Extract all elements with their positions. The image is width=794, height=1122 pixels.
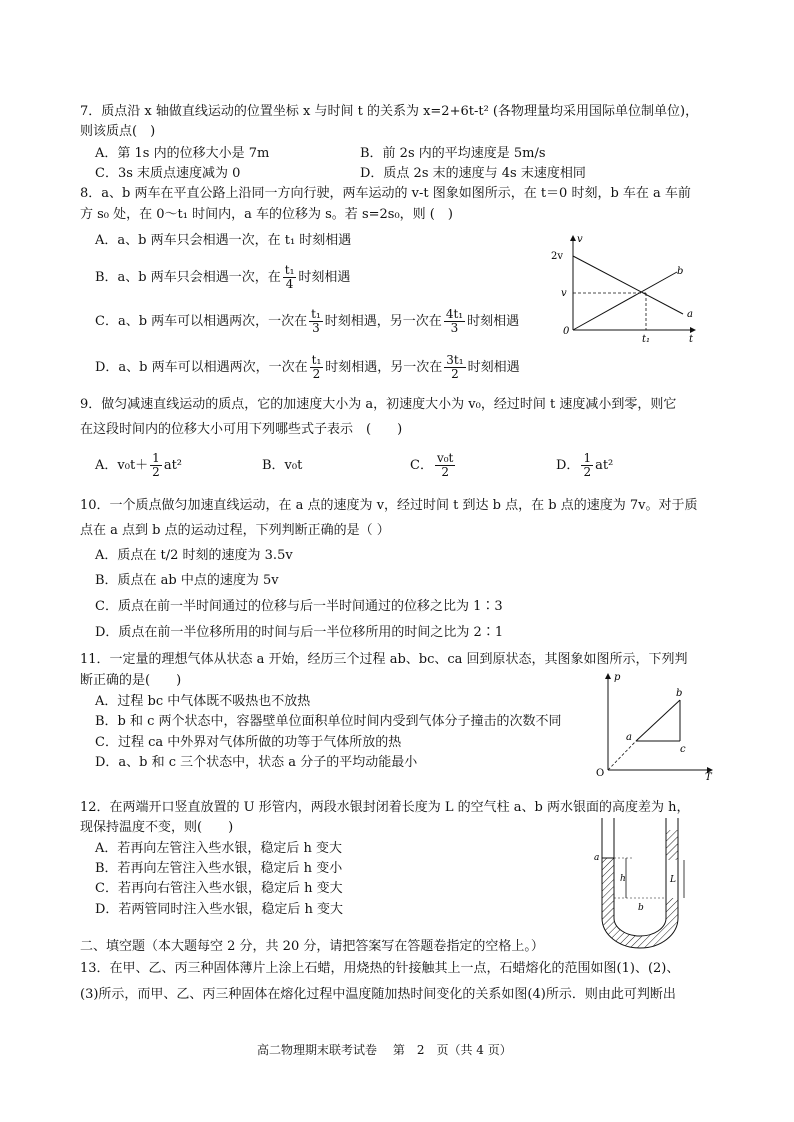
- point-a-label: a: [626, 732, 632, 743]
- q9-option-c: [410, 446, 457, 486]
- q8-stem-line2: 方 s₀ 处，在 0～t₁ 时间内，a 车的位移为 s。若 s=2s₀，则 ( ): [80, 207, 453, 222]
- q10-option-d: D．质点在前一半位移所用的时间与后一半位移所用的时间之比为 2∶1: [95, 625, 504, 640]
- q11-option-a: A．过程 bc 中气体既不吸热也不放热: [95, 694, 311, 709]
- q7-option-b: B．前 2s 内的平均速度是 5m/s: [360, 146, 546, 161]
- q9-option-d: [556, 446, 613, 486]
- q12-option-c: C．若再向右管注入些水银，稳定后 h 变大: [95, 881, 343, 896]
- q9-stem-line1: 9．做匀减速直线运动的质点，它的加速度大小为 a，初速度大小为 v₀，经过时间 t 速度减小到零，则它: [80, 397, 677, 412]
- tick-2v: 2v: [551, 251, 564, 262]
- q7-option-a: A．第 1s 内的位移大小是 7m: [95, 146, 270, 161]
- fraction: [444, 354, 465, 381]
- label-h: h: [620, 874, 626, 884]
- line-b: [573, 272, 677, 330]
- q7-stem-line2: 则该质点( ): [80, 124, 156, 139]
- numerator: v₀t: [436, 451, 454, 465]
- q7-option-d: D．质点 2s 末的速度与 4s 末速度相同: [360, 166, 586, 181]
- q11-stem-line1: 11．一定量的理想气体从状态 a 开始，经历三个过程 ab、bc、ca 回到原状态，其图象如图所示，下列判: [80, 652, 688, 667]
- section-2-heading: 二、填空题（本大题每空 2 分，共 20 分，请把答案写在答题卷指定的空格上。）: [80, 939, 544, 954]
- numerator: 4t₁: [445, 307, 464, 321]
- label-a: a: [594, 853, 600, 863]
- numerator: t₁: [284, 263, 295, 277]
- fraction: [310, 354, 324, 381]
- fraction: [435, 452, 455, 479]
- q10-stem-line2: 点在 a 点到 b 点的运动过程，下列判断正确的是（ ）: [80, 523, 390, 538]
- q13-stem-line1: 13．在甲、乙、丙三种固体薄片上涂上石蜡，用烧热的针接触其上一点，石蜡熔化的范围如图(1)、(2)、: [80, 961, 680, 976]
- q11-option-b: B．b 和 c 两个状态中，容器壁单位面积单位时间内受到气体分子撞击的次数不同: [95, 714, 562, 729]
- denominator: 3: [450, 321, 459, 335]
- q8-c-mid: 时刻相遇，另一次在: [324, 314, 442, 329]
- q10-option-a: A．质点在 t/2 时刻的速度为 3.5v: [95, 548, 293, 563]
- process-ab: [636, 700, 680, 741]
- q12-u-tube-figure: [590, 818, 690, 952]
- q8-option-d: [95, 348, 520, 388]
- numerator: t₁: [311, 353, 322, 367]
- v-axis-label: v: [577, 234, 583, 245]
- q11-option-c: C．过程 ca 中外界对气体所做的功等于气体所放的热: [95, 735, 402, 750]
- line-a-label: a: [687, 309, 693, 320]
- q12-option-b: B．若再向左管注入些水银，稳定后 h 变小: [95, 861, 343, 876]
- q7-stem-line1: 7．质点沿 x 轴做直线运动的位置坐标 x 与时间 t 的关系为 x=2+6t-t² (各物理量均采用国际单位制单位)，: [80, 104, 699, 119]
- q8-option-a: A．a、b 两车只会相遇一次，在 t₁ 时刻相遇: [95, 233, 352, 248]
- fraction: [444, 308, 465, 335]
- denominator: 2: [441, 465, 449, 479]
- q9-a-post: at²: [163, 458, 182, 473]
- q7-option-c: C．3s 末质点速度减为 0: [95, 166, 241, 181]
- q8-option-b: [95, 258, 350, 298]
- T-axis-label: T: [705, 772, 712, 782]
- q9-a-pre: A．v₀t＋: [95, 458, 149, 473]
- tick-v: v: [561, 288, 567, 299]
- q8-d-pre: D．a、b 两车可以相遇两次，一次在: [95, 360, 308, 375]
- q9-option-a: [95, 446, 182, 486]
- right-mercury-lower: [666, 898, 678, 914]
- q10-option-b: B．质点在 ab 中点的速度为 5v: [95, 573, 279, 588]
- q11-option-d: D．a、b 和 c 三个状态中，状态 a 分子的平均动能最小: [95, 755, 418, 770]
- q10-option-c: C．质点在前一半时间通过的位移与后一半时间通过的位移之比为 1∶3: [95, 599, 503, 614]
- line-a: [573, 256, 683, 314]
- numerator: t₁: [311, 307, 321, 321]
- denominator: 2: [583, 465, 592, 479]
- origin-dash: [608, 741, 636, 770]
- q10-stem-line1: 10．一个质点做匀加速直线运动，在 a 点的速度为 v，经过时间 t 到达 b 点，在 b 点的速度为 7v。对于质: [80, 498, 698, 513]
- q9-d-post: at²: [595, 458, 614, 473]
- q8-c-pre: C．a、b 两车可以相遇两次，一次在: [95, 314, 308, 329]
- line-b-label: b: [677, 266, 684, 277]
- numerator: 3t₁: [446, 353, 464, 367]
- q9-option-b: B．v₀t: [262, 458, 303, 473]
- point-b-label: b: [676, 688, 683, 699]
- q8-stem-line1: 8．a、b 两车在平直公路上沿同一方向行驶，两车运动的 v-t 图象如图所示，在 t＝0 时刻，b 车在 a 车前: [80, 186, 691, 201]
- q13-stem-line2: (3)所示，而甲、乙、丙三种固体在熔化过程中温度随加热时间变化的关系如图(4)所示．则由此可判断出: [80, 987, 676, 1002]
- denominator: 2: [312, 367, 321, 381]
- q9-c-pre: C．: [410, 458, 433, 473]
- denominator: 2: [451, 367, 459, 381]
- label-b: b: [638, 903, 644, 913]
- right-mercury-upper: [666, 830, 678, 860]
- q11-stem-line2: 断正确的是( ): [80, 673, 182, 688]
- q8-d-post: 时刻相遇: [467, 360, 520, 375]
- fraction: [283, 264, 297, 291]
- q8-b-pre: B．a、b 两车只会相遇一次，在: [95, 270, 281, 285]
- page-footer: 高二物理期末联考试卷 第 2 页（共 4 页）: [257, 1043, 512, 1057]
- denominator: 3: [312, 321, 320, 335]
- p-axis-label: p: [614, 672, 621, 683]
- t-axis-label: t: [689, 334, 694, 345]
- numerator: 1: [152, 451, 160, 465]
- point-c-label: c: [680, 744, 686, 755]
- q8-option-c: [95, 302, 519, 342]
- origin-label: 0: [563, 326, 570, 337]
- q8-b-post: 时刻相遇: [298, 270, 351, 285]
- q11-pT-graph: [592, 668, 718, 782]
- fraction: [309, 308, 323, 335]
- left-mercury-column: [602, 858, 614, 914]
- q12-option-d: D．若两管同时注入些水银，稳定后 h 变大: [95, 902, 344, 917]
- label-L: L: [670, 875, 676, 885]
- q8-d-mid: 时刻相遇，另一次在: [325, 360, 443, 375]
- numerator: 1: [583, 451, 592, 465]
- q12-stem-line2: 现保持温度不变，则( ): [80, 820, 234, 835]
- q12-option-a: A．若再向左管注入些水银，稳定后 h 变大: [95, 841, 343, 856]
- q12-stem-line1: 12．在两端开口竖直放置的 U 形管内，两段水银封闭着长度为 L 的空气柱 a、b 两水银面的高度差为 h，: [80, 800, 690, 815]
- q9-d-pre: D．: [556, 458, 580, 473]
- q8-vt-graph: [545, 230, 705, 350]
- q9-stem-line2: 在这段时间内的位移大小可用下列哪些式子表示 ( ): [80, 422, 403, 437]
- denominator: 2: [152, 465, 160, 479]
- denominator: 4: [285, 277, 294, 291]
- fraction: [581, 452, 593, 479]
- origin-label: O: [596, 768, 605, 779]
- fraction: [150, 452, 162, 479]
- q8-c-post: 时刻相遇: [467, 314, 520, 329]
- tick-t1: t₁: [642, 334, 651, 345]
- u-tube-mercury-bottom: [602, 914, 678, 948]
